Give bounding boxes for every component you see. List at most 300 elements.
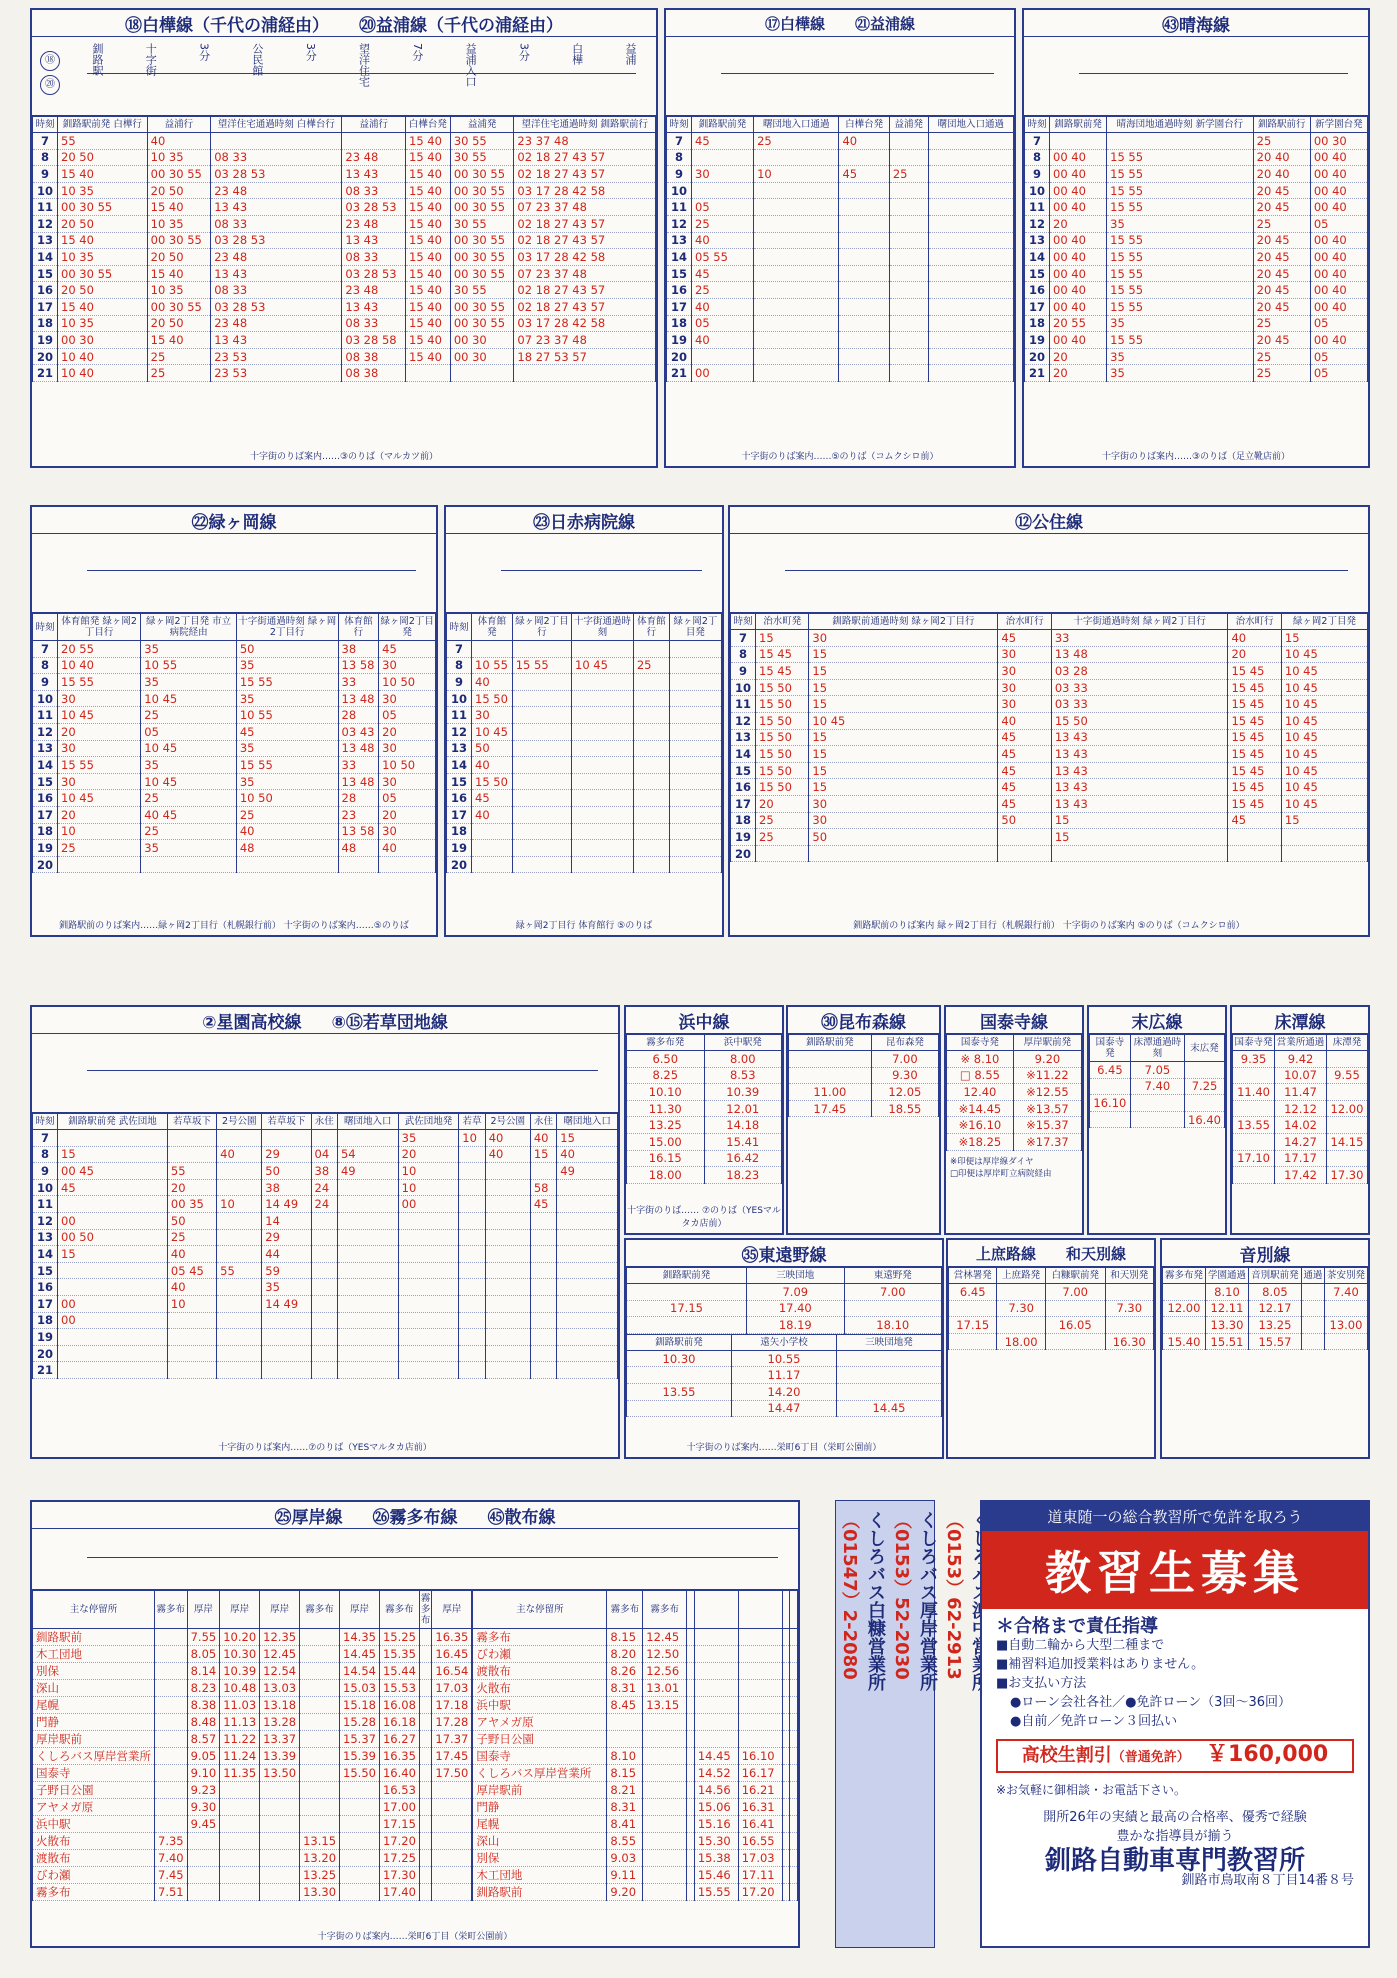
time-cell: 10 [398, 1179, 459, 1196]
time-cell: ※16.10 [947, 1117, 1014, 1134]
time-cell: 02 18 27 43 57 [514, 215, 656, 232]
time-cell: 29 [262, 1229, 311, 1246]
time-cell [557, 1246, 618, 1263]
time-cell [1105, 1317, 1153, 1334]
time-cell [217, 1163, 262, 1180]
column-header: 釧路駅前行 [1253, 117, 1310, 133]
time-cell [337, 1312, 398, 1329]
time-cell [928, 133, 1013, 150]
table-row [447, 840, 722, 857]
time-cell: 13.03 [260, 1680, 300, 1697]
timetable-kamishoro-watenbetsu [946, 1238, 1156, 1459]
time-cell: 15 [557, 1130, 618, 1147]
time-cell: 02 18 27 43 57 [514, 149, 656, 166]
time-cell [167, 1312, 216, 1329]
time-cell: 40 [557, 1146, 618, 1163]
time-cell: 12.05 [871, 1084, 938, 1101]
time-cell: 15 45 [1228, 712, 1281, 729]
time-cell: 10 45 [809, 712, 998, 729]
time-cell: 13 43 [211, 332, 342, 349]
column-header: 霧多布 [643, 1591, 687, 1629]
table-row [1025, 298, 1368, 315]
time-cell [790, 1765, 798, 1782]
time-cell: 15 55 [1107, 282, 1254, 299]
column-header: 上庶路発 [997, 1268, 1045, 1284]
time-cell [530, 1163, 556, 1180]
timetable [626, 1267, 942, 1334]
table-row [33, 856, 436, 873]
time-cell: 10 40 [58, 657, 141, 674]
time-cell [1326, 1150, 1367, 1167]
time-cell: 16.42 [704, 1150, 782, 1167]
hour-cell: 11 [33, 199, 58, 216]
time-cell [557, 1312, 618, 1329]
time-cell [398, 1345, 459, 1362]
time-cell: 00 40 [1050, 282, 1107, 299]
time-cell: 15 45 [1228, 762, 1281, 779]
time-cell [141, 856, 237, 873]
time-cell [485, 1246, 530, 1263]
column-header: 十字街通過時刻 緑ヶ岡2丁目行 [1051, 614, 1228, 630]
time-cell: 20 50 [147, 315, 211, 332]
time-cell [643, 1714, 687, 1731]
time-cell [485, 1229, 530, 1246]
time-cell: 13.20 [300, 1850, 340, 1867]
hour-cell: 10 [33, 1179, 58, 1196]
table-row [731, 729, 1368, 746]
time-cell: 05 [692, 199, 754, 216]
time-cell [928, 199, 1013, 216]
time-cell [633, 674, 669, 691]
table-row [1025, 232, 1368, 249]
time-cell: 20 55 [58, 641, 141, 658]
time-cell [738, 1697, 782, 1714]
time-cell: 12.00 [1163, 1300, 1206, 1317]
table-row [627, 1367, 942, 1384]
column-header: 主な停留所 [473, 1591, 607, 1629]
school-address: 釧路市鳥取南８丁目14番８号 [1181, 1873, 1354, 1888]
table-row [949, 1284, 1154, 1301]
timetable [1162, 1267, 1368, 1350]
time-cell: 子野日公園 [473, 1731, 607, 1748]
time-cell: 13 43 [211, 265, 342, 282]
time-cell [889, 348, 928, 365]
time-cell [692, 149, 754, 166]
time-cell: 10 45 [141, 773, 237, 790]
column-header: 釧路駅前通過時刻 緑ヶ岡2丁目行 [809, 614, 998, 630]
time-cell [998, 845, 1051, 862]
time-cell: 23 48 [342, 215, 406, 232]
table-row [789, 1051, 939, 1068]
time-cell: 02 18 27 43 57 [514, 166, 656, 183]
time-cell: 40 [692, 298, 754, 315]
time-cell: 03 28 53 [211, 232, 342, 249]
time-cell: 13.15 [643, 1697, 687, 1714]
time-cell: 9.10 [187, 1765, 220, 1782]
time-cell: 10 45 [141, 690, 237, 707]
time-cell: 10 [754, 166, 839, 183]
time-cell: 13 43 [1051, 746, 1228, 763]
time-cell [669, 723, 721, 740]
time-cell [512, 674, 571, 691]
school-name: 釧路自動車専門教習所 [1044, 1846, 1305, 1876]
table-row [447, 806, 722, 823]
time-cell: 10 45 [1281, 729, 1367, 746]
hour-cell: 10 [667, 182, 692, 199]
time-cell: 17.15 [379, 1816, 419, 1833]
time-cell [419, 1680, 432, 1697]
time-cell: 9.35 [1233, 1051, 1275, 1068]
time-cell [627, 1284, 747, 1301]
time-cell: 00 30 55 [147, 166, 211, 183]
column-header: 治水町行 [998, 614, 1051, 630]
time-cell [260, 1833, 300, 1850]
column-header: 学園通過 [1205, 1268, 1248, 1284]
route-diagram [32, 1529, 798, 1590]
timetable-harumi [1022, 8, 1370, 468]
time-cell: 25 [692, 282, 754, 299]
hour-cell: 9 [447, 674, 472, 691]
time-cell [485, 1212, 530, 1229]
time-cell: 15 45 [1228, 729, 1281, 746]
table-row [949, 1300, 1154, 1317]
time-cell [782, 1816, 790, 1833]
time-cell: 30 [58, 690, 141, 707]
timetable [32, 613, 436, 873]
time-cell [790, 1731, 798, 1748]
time-cell: 15.55 [694, 1884, 738, 1901]
time-cell [694, 1629, 738, 1646]
table-row [731, 646, 1368, 663]
time-cell [839, 249, 889, 266]
time-cell: 20 50 [58, 282, 148, 299]
time-cell [340, 1816, 380, 1833]
time-cell: 17.40 [379, 1884, 419, 1901]
table-row [33, 1680, 472, 1697]
time-cell: 8.38 [187, 1697, 220, 1714]
hour-cell: 8 [667, 149, 692, 166]
time-cell: 15 50 [1051, 712, 1228, 729]
hour-cell: 12 [1025, 215, 1050, 232]
route-stop: 3分 [304, 43, 318, 61]
time-cell: 00 30 55 [450, 298, 514, 315]
time-cell: 30 [809, 630, 998, 647]
time-cell [643, 1850, 687, 1867]
hour-cell: 21 [33, 365, 58, 382]
table-row [731, 845, 1368, 862]
hour-cell: 7 [1025, 133, 1050, 150]
time-cell: 02 18 27 43 57 [514, 232, 656, 249]
time-cell [459, 1362, 485, 1379]
time-cell: 8.31 [607, 1799, 643, 1816]
time-cell: くしろバス厚岸営業所 [33, 1748, 155, 1765]
time-cell: 16.31 [738, 1799, 782, 1816]
time-cell: 55 [58, 133, 148, 150]
table-row [33, 332, 656, 349]
time-cell: 30 [472, 707, 513, 724]
time-cell: 30 [379, 690, 436, 707]
time-cell [1163, 1284, 1206, 1301]
table-row [667, 182, 1014, 199]
time-cell: 30 55 [450, 215, 514, 232]
time-cell [633, 790, 669, 807]
column-header: 霧多布 [419, 1591, 432, 1629]
time-cell: 30 [379, 823, 436, 840]
table-row [33, 690, 436, 707]
time-cell: 10 [58, 823, 141, 840]
time-cell: 11.30 [627, 1100, 705, 1117]
time-cell: 15 40 [58, 232, 148, 249]
hour-cell: 11 [731, 696, 756, 713]
time-cell: 15 55 [1107, 182, 1254, 199]
column-header: 若草坂下 [167, 1114, 216, 1130]
time-cell: 35 [1107, 365, 1254, 382]
column-header: 釧路駅前発 [627, 1334, 732, 1350]
time-cell: 尾幌 [473, 1816, 607, 1833]
time-cell [928, 182, 1013, 199]
hour-cell: 17 [1025, 298, 1050, 315]
time-cell: 15 [809, 729, 998, 746]
panel-title: ②星園高校線 [202, 1012, 302, 1033]
hour-cell: 10 [447, 690, 472, 707]
time-cell: 12.17 [1248, 1300, 1301, 1317]
time-cell [790, 1697, 798, 1714]
time-cell: ※18.25 [947, 1133, 1014, 1150]
hour-cell: 14 [731, 746, 756, 763]
time-cell: 13.30 [300, 1884, 340, 1901]
time-cell: 13.39 [260, 1748, 300, 1765]
table-row [789, 1100, 939, 1117]
time-cell [300, 1697, 340, 1714]
time-cell: 16.35 [432, 1629, 472, 1646]
time-cell [782, 1646, 790, 1663]
time-cell: 15 55 [1107, 298, 1254, 315]
hour-cell: 13 [731, 729, 756, 746]
time-cell: 08 33 [342, 249, 406, 266]
time-cell: 15 45 [1228, 746, 1281, 763]
time-cell [485, 1345, 530, 1362]
time-cell: 35 [398, 1130, 459, 1147]
timetable-suehiro [1087, 1005, 1227, 1235]
hour-cell: 13 [447, 740, 472, 757]
time-cell [155, 1799, 188, 1816]
time-cell: 10 50 [379, 757, 436, 774]
time-cell: 20 40 [1253, 149, 1310, 166]
time-cell: 9.20 [1013, 1051, 1081, 1068]
table-row [627, 1350, 942, 1367]
table-row [947, 1084, 1082, 1101]
time-cell: 13.28 [260, 1714, 300, 1731]
time-cell [572, 690, 634, 707]
hour-cell: 20 [33, 856, 58, 873]
time-cell: 別保 [473, 1850, 607, 1867]
hour-cell: 9 [33, 1163, 58, 1180]
table-row [627, 1284, 942, 1301]
time-cell: 15 45 [1228, 663, 1281, 680]
time-cell: 15 50 [756, 679, 809, 696]
table-row [1025, 315, 1368, 332]
time-cell [419, 1816, 432, 1833]
time-cell: ※12.55 [1013, 1084, 1081, 1101]
time-cell [398, 1329, 459, 1346]
time-cell [530, 1362, 556, 1379]
hour-cell: 9 [1025, 166, 1050, 183]
time-cell [459, 1163, 485, 1180]
time-cell: 15 [1281, 630, 1367, 647]
time-cell [633, 740, 669, 757]
time-cell [738, 1646, 782, 1663]
time-cell [220, 1850, 260, 1867]
boarding-note: 十字街のりば案内……③のりば（マルカツ前） [249, 452, 439, 462]
time-cell [669, 641, 721, 658]
time-cell: 15 45 [756, 646, 809, 663]
time-cell [1326, 1051, 1367, 1068]
time-cell [311, 1279, 337, 1296]
time-cell: 30 [809, 795, 998, 812]
column-header: 若草 [459, 1114, 485, 1130]
time-cell: 7.30 [997, 1300, 1045, 1317]
time-cell [643, 1799, 687, 1816]
time-cell: 15.28 [340, 1714, 380, 1731]
time-cell [669, 740, 721, 757]
table-row [1233, 1051, 1368, 1068]
time-cell [643, 1816, 687, 1833]
time-cell: 20 45 [1253, 182, 1310, 199]
time-cell [687, 1731, 695, 1748]
table-row [1025, 332, 1368, 349]
time-cell [633, 690, 669, 707]
table-row [473, 1782, 798, 1799]
time-cell: 35 [141, 674, 237, 691]
time-cell: 10 55 [472, 657, 513, 674]
time-cell: 17.42 [1275, 1167, 1327, 1184]
time-cell: 15 40 [58, 298, 148, 315]
time-cell [398, 1279, 459, 1296]
time-cell [155, 1816, 188, 1833]
timetable [32, 1590, 472, 1901]
time-cell [155, 1680, 188, 1697]
table-row [473, 1850, 798, 1867]
time-cell [889, 133, 928, 150]
time-cell [790, 1884, 798, 1901]
time-cell: 12.01 [704, 1100, 782, 1117]
timetable [1232, 1034, 1368, 1184]
hour-cell: 18 [33, 1312, 58, 1329]
timetable [472, 1590, 798, 1901]
column-header [738, 1591, 782, 1629]
time-cell [167, 1146, 216, 1163]
hour-cell: 10 [33, 690, 58, 707]
time-cell: 14.02 [1275, 1117, 1327, 1134]
time-cell: 45 [998, 729, 1051, 746]
time-cell [419, 1782, 432, 1799]
time-cell: 15.51 [1205, 1333, 1248, 1350]
time-cell [572, 723, 634, 740]
time-cell: 釧路駅前 [33, 1629, 155, 1646]
time-cell: 40 [167, 1246, 216, 1263]
hour-cell: 20 [667, 348, 692, 365]
time-cell [300, 1799, 340, 1816]
column-header: 体育館発 [472, 614, 513, 641]
time-cell: 15 40 [406, 166, 451, 183]
column-header: 時刻 [33, 1114, 58, 1130]
time-cell [687, 1850, 695, 1867]
hour-cell: 15 [667, 265, 692, 282]
time-cell: 23 48 [342, 282, 406, 299]
hour-cell: 17 [667, 298, 692, 315]
time-cell: 23 48 [211, 182, 342, 199]
time-cell [450, 365, 514, 382]
time-cell: 14.45 [694, 1748, 738, 1765]
time-cell: 40 [1228, 630, 1281, 647]
panel-title: 床潭線 [1274, 1012, 1326, 1033]
time-cell [1228, 829, 1281, 846]
time-cell: 15.39 [340, 1748, 380, 1765]
time-cell: 17.15 [949, 1317, 997, 1334]
hour-cell: 17 [447, 806, 472, 823]
boarding-note: 十字街のりば案内……栄町6丁目（栄町公園前） [317, 1932, 513, 1942]
time-cell [340, 1850, 380, 1867]
time-cell [530, 1295, 556, 1312]
time-cell: 03 17 28 42 58 [514, 249, 656, 266]
time-cell [633, 707, 669, 724]
time-cell: 00 30 55 [450, 315, 514, 332]
time-cell: 15.50 [340, 1765, 380, 1782]
column-header: 霧多布 [155, 1591, 188, 1629]
time-cell [754, 199, 839, 216]
time-cell [260, 1816, 300, 1833]
time-cell: 08 33 [211, 282, 342, 299]
time-cell: 15 55 [1107, 249, 1254, 266]
time-cell: 15 [1281, 812, 1367, 829]
hour-cell: 14 [33, 1246, 58, 1263]
time-cell: 15 55 [1107, 149, 1254, 166]
time-cell [300, 1714, 340, 1731]
column-header: 緑ヶ岡2丁目発 [669, 614, 721, 641]
table-row [473, 1663, 798, 1680]
time-cell [889, 265, 928, 282]
time-cell: 子野日公園 [33, 1782, 155, 1799]
column-header: 治水町行 [1228, 614, 1281, 630]
table-row [1025, 133, 1368, 150]
time-cell: 17.30 [379, 1867, 419, 1884]
hour-cell: 15 [33, 265, 58, 282]
table-row [447, 757, 722, 774]
table-row [731, 779, 1368, 796]
time-cell: 9.11 [607, 1867, 643, 1884]
time-cell: 33 [338, 674, 379, 691]
time-cell: 15 40 [406, 265, 451, 282]
time-cell: ※14.45 [947, 1100, 1014, 1117]
time-cell [790, 1629, 798, 1646]
time-cell [337, 1362, 398, 1379]
table-row [949, 1317, 1154, 1334]
time-cell: 7.55 [187, 1629, 220, 1646]
time-cell: 15 40 [147, 265, 211, 282]
time-cell [58, 1262, 168, 1279]
time-cell: 40 [167, 1279, 216, 1296]
time-cell: 20 [1228, 646, 1281, 663]
time-cell: 14.47 [732, 1400, 837, 1417]
column-header: 時刻 [33, 614, 58, 641]
column-header: 武佐団地発 [398, 1114, 459, 1130]
time-cell [928, 249, 1013, 266]
hour-cell: 10 [731, 679, 756, 696]
hour-cell: 19 [667, 332, 692, 349]
time-cell [754, 298, 839, 315]
time-cell: 35 [236, 690, 338, 707]
table-row [33, 282, 656, 299]
